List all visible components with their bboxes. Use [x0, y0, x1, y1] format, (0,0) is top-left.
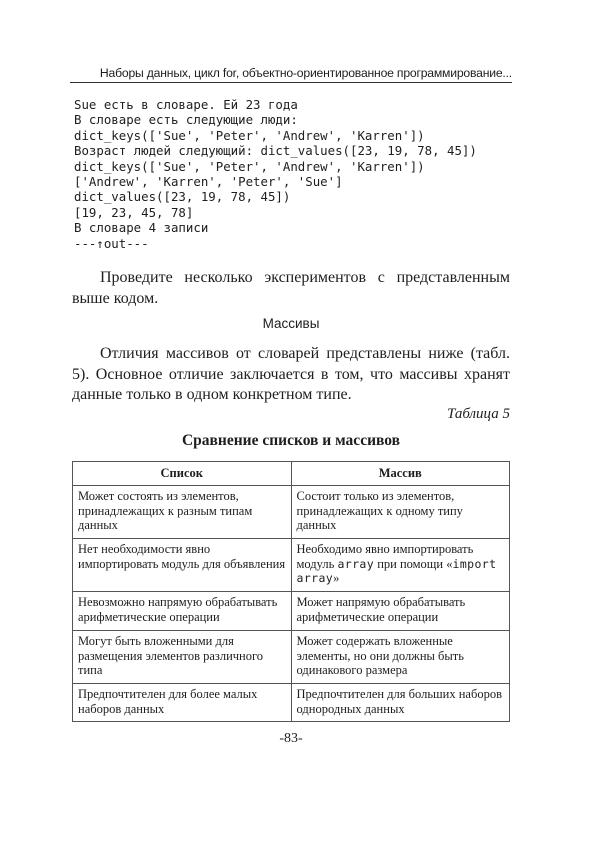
table-row [73, 631, 510, 684]
code-line: ['Andrew', 'Karren', 'Peter', 'Sue'] [74, 174, 343, 190]
table-cell-array: Может содержать вложенные элементы, но они должны быть одинакового размера [291, 631, 510, 684]
code-line: dict_values([23, 19, 78, 45]) [74, 189, 291, 205]
code-line: [19, 23, 45, 78] [74, 204, 194, 220]
code-output-end-marker: ---↑out--- [74, 235, 149, 251]
inline-code: import array [296, 556, 497, 585]
table-cell-array: Может напрямую обрабатывать арифметические операции [291, 592, 510, 631]
code-line: Возраст людей следующий: dict_values([23, 19, 78, 45]) [74, 143, 477, 159]
section-heading-arrays: Массивы [262, 316, 320, 331]
comparison-table [72, 461, 510, 722]
column-header-array: Массив [291, 462, 510, 486]
code-line: В словаре есть следующие люди: [74, 112, 298, 128]
table-header-row [73, 462, 510, 486]
table-cell-array: Состоит только из элементов, принадлежащих к одному типу данных [291, 486, 510, 539]
code-line: dict_keys(['Sue', 'Peter', 'Andrew', 'Karren']) [74, 127, 425, 143]
code-output-block [74, 97, 477, 251]
cell-text: Необходимо явно импортировать модуль [296, 542, 474, 571]
code-line: dict_keys(['Sue', 'Peter', 'Andrew', 'Karren']) [74, 158, 425, 174]
table-row [73, 539, 510, 592]
table-cell-list: Может состоять из элементов, принадлежащих к разным типам данных [73, 486, 292, 539]
paragraph-differences: Отличия массивов от словарей представлены ниже (табл. 5). Основное отличие заключается в том, что массивы хранят данные только в одном конкретном типе. [72, 345, 510, 403]
table-title: Сравнение списков и массивов [181, 432, 400, 449]
page-number: -83- [279, 731, 303, 746]
table-row [73, 684, 510, 722]
inline-code: array [337, 556, 375, 571]
cell-text: при помощи « [374, 556, 453, 571]
paragraph-experiment: Проведите несколько экспериментов с представленным выше кодом. [72, 269, 510, 307]
table-cell-list: Нет необходимости явно импортировать модуль для объявления [73, 539, 292, 592]
cell-text: » [333, 571, 340, 585]
code-line: В словаре 4 записи [74, 220, 209, 236]
running-header: Наборы данных, цикл for, объектно-ориентированное программирование... [70, 66, 512, 83]
table-row [73, 592, 510, 631]
column-header-list: Список [73, 462, 292, 486]
table-cell-list: Могут быть вложенными для размещения элементов различного типа [73, 631, 292, 684]
table-cell-array: Предпочтителен для больших наборов однородных данных [291, 684, 510, 722]
table-label: Таблица 5 [447, 406, 510, 422]
table-row [73, 486, 510, 539]
table-cell-list: Предпочтителен для более малых наборов данных [73, 684, 292, 722]
table-cell-list: Невозможно напрямую обрабатывать арифметические операции [73, 592, 292, 631]
code-line: Sue есть в словаре. Ей 23 года [74, 97, 298, 112]
table-cell-array [291, 539, 510, 592]
